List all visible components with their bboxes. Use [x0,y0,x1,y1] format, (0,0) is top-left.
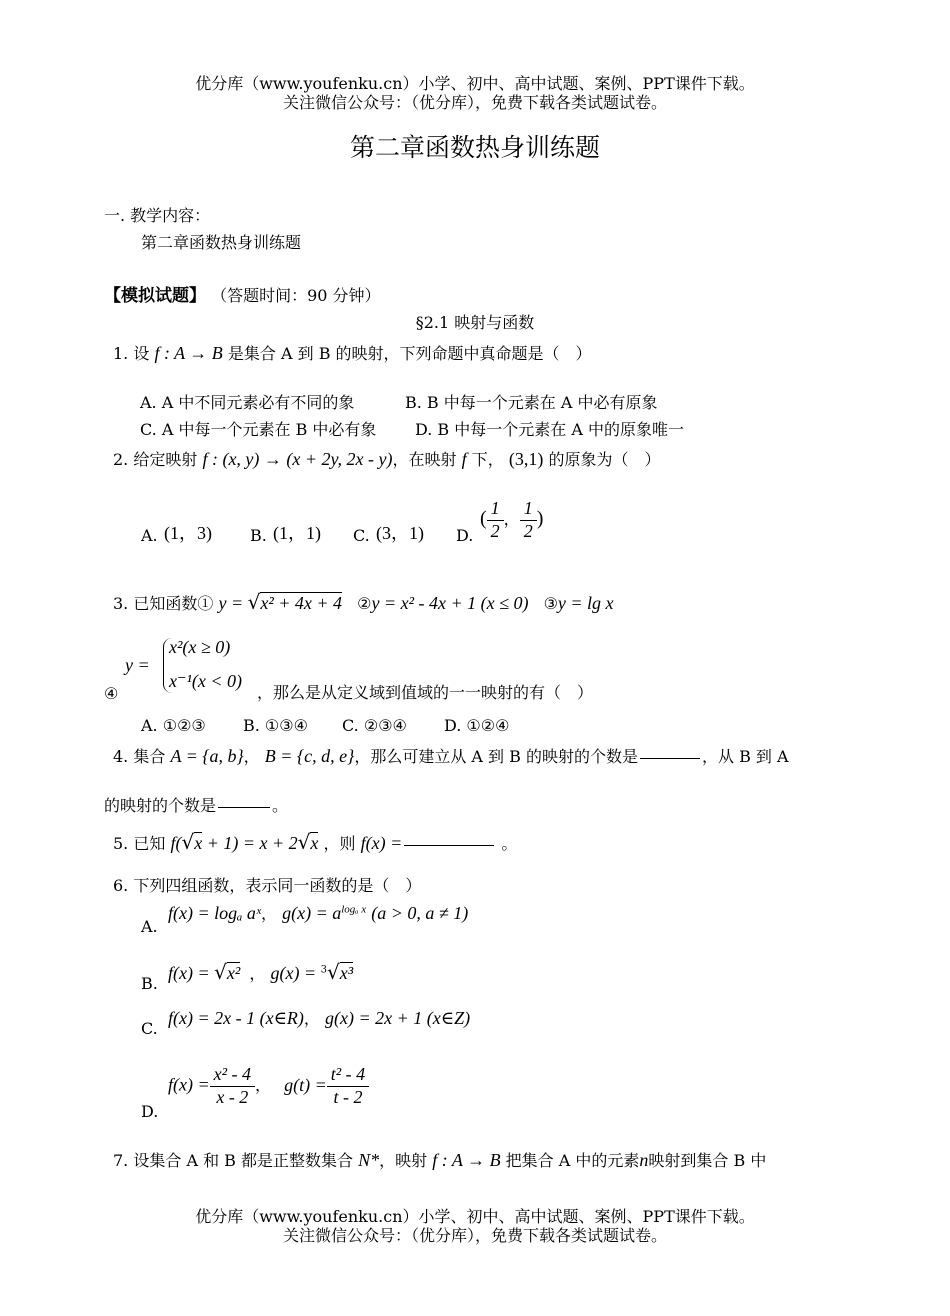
q3-prefix: 3. 已知函数① [113,594,214,613]
q3-f3: y = lg x [557,593,614,613]
q7-prefix: 7. 设集合 A 和 B 都是正整数集合 [113,1151,354,1170]
q4-comma: ， [243,747,260,766]
q6-a-g: g(x) = a [282,903,342,923]
q4-prefix: 4. 集合 [113,747,166,766]
q3-circle-4: ④ [104,684,119,703]
question-7 [113,1150,766,1172]
question-2 [113,449,660,471]
q2-d-num2: 1 [520,498,537,521]
q2-option-d-label: D. [456,526,474,545]
q3-f4-case1: x²(x ≥ 0) [169,637,231,657]
q2-mid2: 下， [471,450,504,469]
q6-c-g: g(x) = 2x + 1 (x∈Z) [325,1008,471,1028]
q6-b-grad: x³ [339,963,354,983]
q6-d-g: g(t) = [284,1074,327,1095]
q5-expr-a: f( [170,833,182,853]
q2-d-close: ) [536,507,544,530]
q3-f4-lhs: y = [125,655,150,675]
q5-rad2: x [310,833,319,853]
q3-f2: y = x² - 4x + 1 (x ≤ 0) [371,593,529,613]
q1-option-a: A. A 中不同元素必有不同的象 [140,393,355,412]
sqrt-sign: √ [181,830,195,854]
sqrt-sign: √ [326,960,340,984]
q5-rhs: f(x) = [360,833,403,853]
q2-d-den2: 2 [523,520,533,541]
q3-f4-case2: x⁻¹(x < 0) [169,671,243,691]
question-6: 6. 下列四组函数，表示同一函数的是（ ） [113,876,422,895]
q6-a-sep: ， [260,904,277,923]
q7-mid: ，映射 [379,1151,428,1170]
q6-d-f: f(x) = [168,1074,210,1095]
q6-option-b-label: B. [141,974,158,993]
q4-blank-1[interactable] [640,757,700,759]
q6-option-d [168,1064,369,1108]
q6-option-c [168,1008,470,1030]
q6-d-ffrac [210,1064,255,1108]
page-title: 第二章函数热身训练题 [349,133,600,162]
q1-prefix: 1. 设 [113,344,150,363]
mock-heading-row [104,286,381,306]
q3-circle-2: ② [357,594,372,613]
q3-option-c: C. ②③④ [342,716,407,735]
sqrt-sign: √ [297,830,311,854]
mock-time: （答题时间：90 分钟） [211,286,381,305]
q6-b-f: f(x) = [168,963,215,983]
q2-option-a-value: (1，3) [164,523,212,543]
q5-blank[interactable] [404,844,494,846]
q1-option-d: D. B 中每一个元素在 A 中的原象唯一 [415,420,685,439]
q6-b-g: g(x) = [270,963,321,983]
q2-end: 的原象为（ ） [548,450,661,469]
q2-prefix: 2. 给定映射 [113,450,198,469]
q4-blank-2[interactable] [218,806,270,808]
q6-option-c-label: C. [141,1019,158,1038]
q2-f: f [461,449,467,469]
q6-b-sep: ， [249,964,266,983]
q2-d-num1: 1 [487,498,504,521]
q2-expr: f : (x, y) → (x + 2y, 2x - y) [202,449,393,469]
q2-option-c-value: (3，1) [376,523,424,543]
q5-mid: ，则 [323,834,356,853]
q3-text: ，那么是从定义域到值域的一一映射的有（ ） [257,683,594,702]
q2-d-frac1 [487,498,504,542]
question-4 [113,746,789,768]
q6-option-b [168,960,353,985]
q4-end: 。 [272,796,289,815]
q6-option-a [168,903,468,925]
q7-n: n [639,1150,649,1170]
teaching-content: 第二章函数热身训练题 [141,233,302,252]
q2-d-sep: ， [503,509,520,529]
q6-d-gfrac [327,1064,369,1108]
q6-option-a-label: A. [141,917,158,936]
q7-expr: f : A → B [432,1150,501,1170]
q2-mid: ，在映射 [392,450,457,469]
q1-option-b: B. B 中每一个元素在 A 中必有原象 [405,393,658,412]
q6-d-gnum: t² - 4 [327,1064,369,1087]
q4-text1: ，那么可建立从 A 到 B 的映射的个数是 [354,747,638,766]
q5-prefix: 5. 已知 [113,834,166,853]
question-3 [113,590,614,615]
q6-a-exp: logₐ x [341,903,367,916]
header-line-2: 关注微信公众号：（优分库），免费下载各类试题试卷。 [282,93,667,112]
q2-d-frac2 [520,498,537,542]
q4-text2: ，从 B 到 A [701,747,789,766]
q2-option-d-value [480,498,543,542]
q1-expr: f : A → B [154,343,223,363]
q3-f1-lhs: y = [218,593,248,613]
teaching-heading: 一. 教学内容： [104,206,211,225]
section-title: §2.1 映射与函数 [415,313,535,332]
q1-text: 是集合 A 到 B 的映射，下列命题中真命题是（ ） [227,344,592,363]
question-1 [113,343,592,365]
footer-line-1: 优分库（www.youfenku.cn）小学、初中、高中试题、案例、PPT课件下载。 [195,1207,755,1226]
q5-rad1: x [194,833,203,853]
q2-option-c-label: C. [353,526,370,545]
q2-option-a-label: A. [141,526,158,545]
sqrt-sign: √ [247,590,261,614]
q4-text3: 的映射的个数是 [104,796,217,815]
q6-option-d-label: D. [141,1102,159,1121]
q6-d-fnum: x² - 4 [210,1064,255,1087]
q7-nstar: N* [358,1150,380,1170]
header-line-1: 优分库（www.youfenku.cn）小学、初中、高中试题、案例、PPT课件下载。 [195,74,755,93]
q7-end: 映射到集合 B 中 [648,1151,767,1170]
q6-b-index: 3 [320,964,327,976]
mock-heading: 【模拟试题】 [104,286,206,306]
q7-text: 把集合 A 中的元素 [505,1151,640,1170]
q6-a-f: f(x) = logₐ aˣ [168,903,261,923]
q3-option-d: D. ①②④ [444,716,510,735]
q3-option-a: A. ①②③ [141,716,206,735]
q2-option-b-label: B. [250,526,267,545]
question-5 [113,830,517,855]
q2-d-den1: 2 [490,520,500,541]
q6-d-sep: ， [255,1075,272,1095]
q3-circle-3: ③ [543,594,558,613]
q2-d-open: ( [480,507,487,530]
footer-line-2: 关注微信公众号：（优分库），免费下载各类试题试卷。 [282,1226,667,1245]
q5-expr-b: + 1) = x + 2 [202,833,298,853]
q1-option-c: C. A 中每一个元素在 B 中必有象 [140,420,377,439]
q6-d-gden: t - 2 [333,1086,363,1107]
q6-d-fden: x - 2 [216,1086,249,1107]
q6-b-frad: x² [226,963,241,983]
q2-option-b-value: (1，1) [273,523,321,543]
q6-c-sep: ， [303,1009,320,1028]
q5-end: 。 [501,834,518,853]
q6-a-cond: (a > 0, a ≠ 1) [371,903,469,923]
q4-set-a: A = {a, b} [170,746,244,766]
sqrt-sign: √ [214,960,227,984]
q3-f1-radicand: x² + 4x + 4 [260,593,343,613]
q6-c-f: f(x) = 2x - 1 (x∈R) [168,1008,304,1028]
q3-option-b: B. ①③④ [243,716,308,735]
q4-set-b: B = {c, d, e} [264,746,355,766]
q4-line-2 [104,796,288,815]
q2-point: (3,1) [508,449,544,469]
